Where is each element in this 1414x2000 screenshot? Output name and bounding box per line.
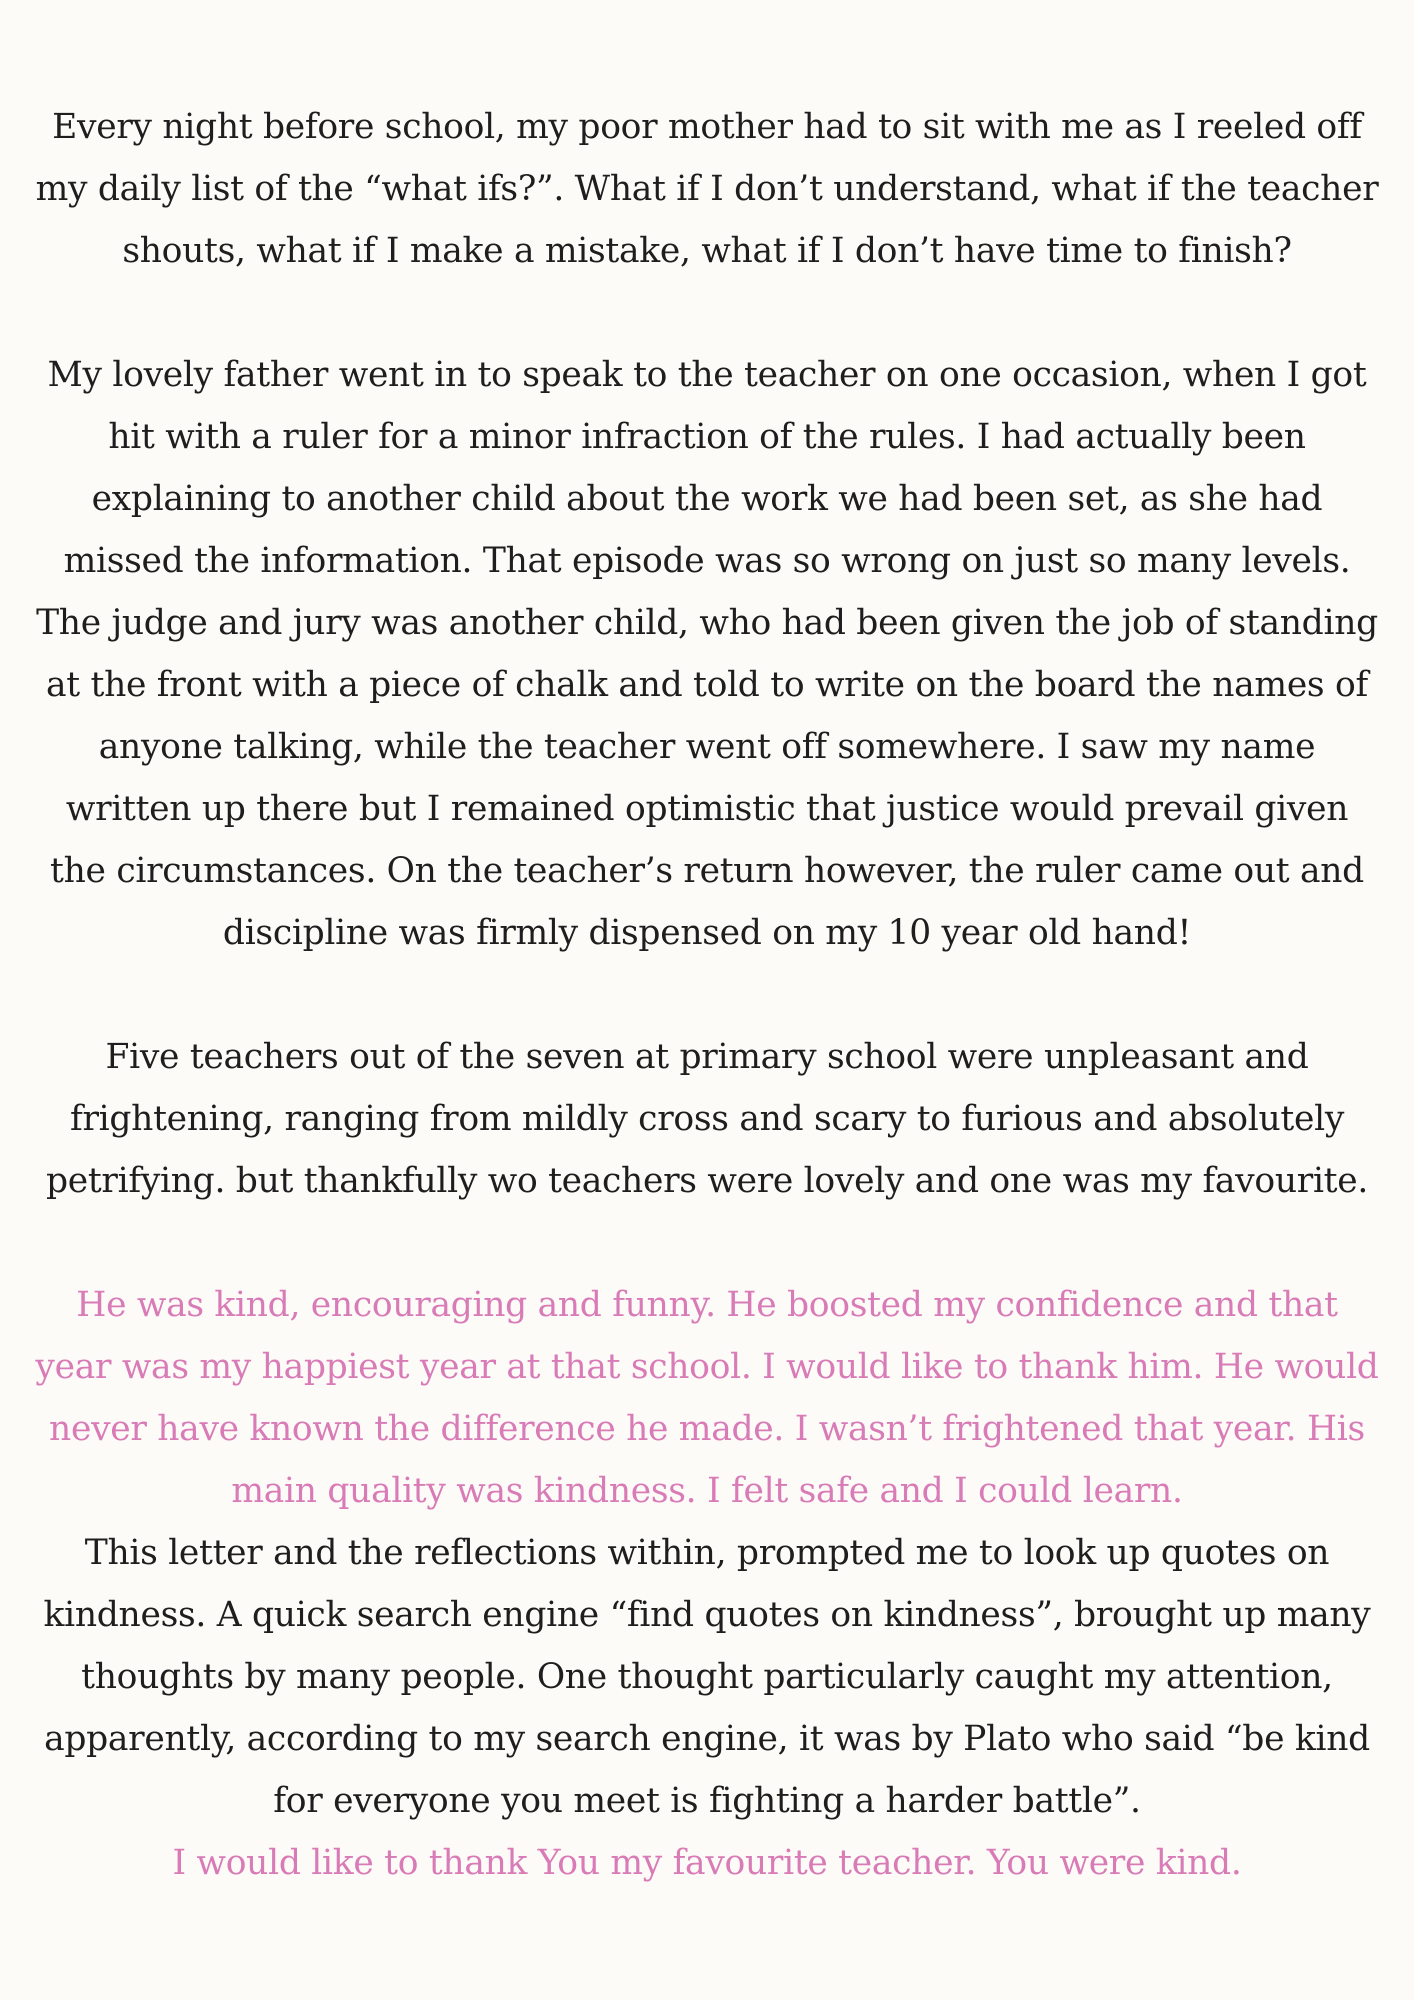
paragraph-what-ifs: Every night before school, my poor mother had to sit with me as I reeled off my daily list of the “what ifs?”. What if I don’t understand, what if the teacher shouts, what if I make a mistake, what if I don’t have time to finish? bbox=[35, 107, 1379, 271]
paragraph-kindness-quote: This letter and the reflections within, prompted me to look up quotes on kindness. A quick search engine “find quotes on kindness”, brought up many thoughts by many people. One thought particularly caught my attention, apparently, according to my search engine, it was by Plato who said “be kind for everyone you meet is fighting a harder battle”. bbox=[43, 1533, 1371, 1821]
paragraph-favourite-teacher: He was kind, encouraging and funny. He boosted my confidence and that year was my happiest year at that school. I would like to thank him. He would never have known the difference he made. I wasn’t frightened that year. His main quality was kindness. I felt safe and I could learn. bbox=[35, 1285, 1379, 1511]
paragraph-ruler-incident: My lovely father went in to speak to the teacher on one occasion, when I got hit with a ruler for a minor infraction of the rules. I had actually been explaining to another child about the work we had been set, as she had missed the information. That episode was so wrong on just so many levels. The judge and jury was another child, who had been given the job of standing at the front with a piece of chalk and told to write on the board the names of anyone talking, while the teacher went off somewhere. I saw my name written up there but I remained optimistic that justice would prevail given the circumstances. On the teacher’s return however, the ruler came out and discipline was firmly dispensed on my 10 year old hand! bbox=[36, 355, 1378, 953]
paragraph-thank-you: I would like to thank You my favourite teacher. You were kind. bbox=[172, 1843, 1242, 1883]
paragraph-teachers: Five teachers out of the seven at primary school were unpleasant and frightening, ranging from mildly cross and scary to furious and absolutely petrifying. but thankfully wo teachers were lovely and one was my favourite. bbox=[45, 1037, 1369, 1201]
